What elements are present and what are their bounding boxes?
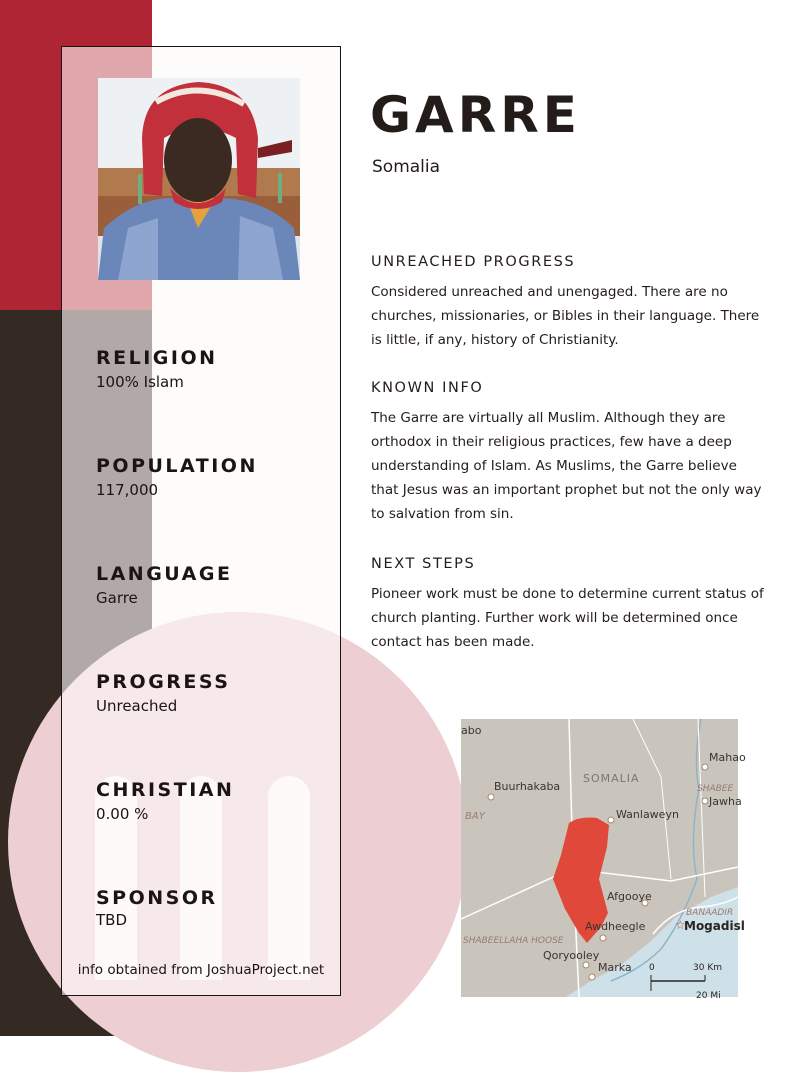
- section-next-steps: [371, 554, 766, 654]
- section-heading: KNOWN INFO: [371, 380, 484, 396]
- location-map: [461, 719, 746, 1001]
- source-credit: info obtained from JoshuaProject.net: [77, 962, 325, 978]
- section-heading: NEXT STEPS: [371, 556, 476, 572]
- stat-value: TBD: [96, 911, 128, 929]
- section-heading: UNREACHED PROGRESS: [371, 254, 576, 270]
- map-label-mahaday: Mahao: [709, 751, 746, 764]
- svg-text:☆: ☆: [675, 918, 686, 932]
- section-body: The Garre are virtually all Muslim. Although they are orthodox in their religious practices, few have a deep understanding of Islam. As Muslims, the Garre believe that Jesus was an important prophet but not the only way to salvation from sin.: [371, 410, 762, 522]
- map-label-jawhar: Jawha: [709, 795, 742, 808]
- stat-value: Unreached: [96, 697, 178, 715]
- stat-population: [96, 454, 258, 500]
- map-label-awdheegle: Awdheegle: [585, 920, 646, 933]
- stat-label: RELIGION: [96, 347, 218, 369]
- map-label-country: SOMALIA: [583, 772, 640, 785]
- section-body: Pioneer work must be done to determine current status of church planting. Further work will be determined once contact has been made.: [371, 586, 764, 650]
- map-label-wanlaweyn: Wanlaweyn: [616, 808, 679, 821]
- stat-value: 0.00 %: [96, 805, 149, 823]
- map-label-qoryooley: Qoryooley: [543, 949, 600, 962]
- section-unreached-progress: [371, 252, 766, 352]
- map-label-abo: abo: [461, 724, 482, 737]
- map-label-marka: Marka: [598, 961, 632, 974]
- section-body: Considered unreached and unengaged. There are no churches, missionaries, or Bibles in their language. There is little, if any, history of Christianity.: [371, 284, 760, 348]
- stat-label: POPULATION: [96, 455, 258, 477]
- stat-progress: [96, 670, 230, 716]
- section-known-info: [371, 378, 766, 526]
- stat-label: SPONSOR: [96, 887, 218, 909]
- stat-label: CHRISTIAN: [96, 779, 235, 801]
- portrait-photo: [98, 78, 300, 280]
- map-label-afgooye: Afgooye: [607, 890, 652, 903]
- stat-religion: [96, 346, 218, 392]
- stat-christian: [96, 778, 234, 824]
- map-label-shabeelle: SHABEE: [697, 784, 734, 794]
- stat-label: PROGRESS: [96, 671, 231, 693]
- stat-label: LANGUAGE: [96, 563, 233, 585]
- map-label-buurhakaba: Buurhakaba: [494, 780, 561, 793]
- stat-value: 100% Islam: [96, 373, 184, 391]
- stat-sponsor: [96, 886, 218, 930]
- map-label-shabeellaha-hoose: SHABEELLAHA HOOSE: [463, 936, 564, 946]
- map-scale-zero: 0: [649, 963, 655, 973]
- country-subtitle: Somalia: [372, 157, 441, 177]
- map-scale-mi: 20 Mi: [696, 991, 721, 1001]
- map-scale-km: 30 Km: [693, 963, 722, 973]
- stat-value: Garre: [96, 589, 138, 607]
- stat-value: 117,000: [96, 481, 159, 499]
- map-label-banaadir: BANAADIR: [686, 908, 734, 918]
- map-label-bay: BAY: [465, 811, 485, 822]
- map-label-mogadishu: Mogadisl: [684, 919, 745, 933]
- page-title: GARRE: [370, 86, 581, 144]
- stat-language: [96, 562, 232, 608]
